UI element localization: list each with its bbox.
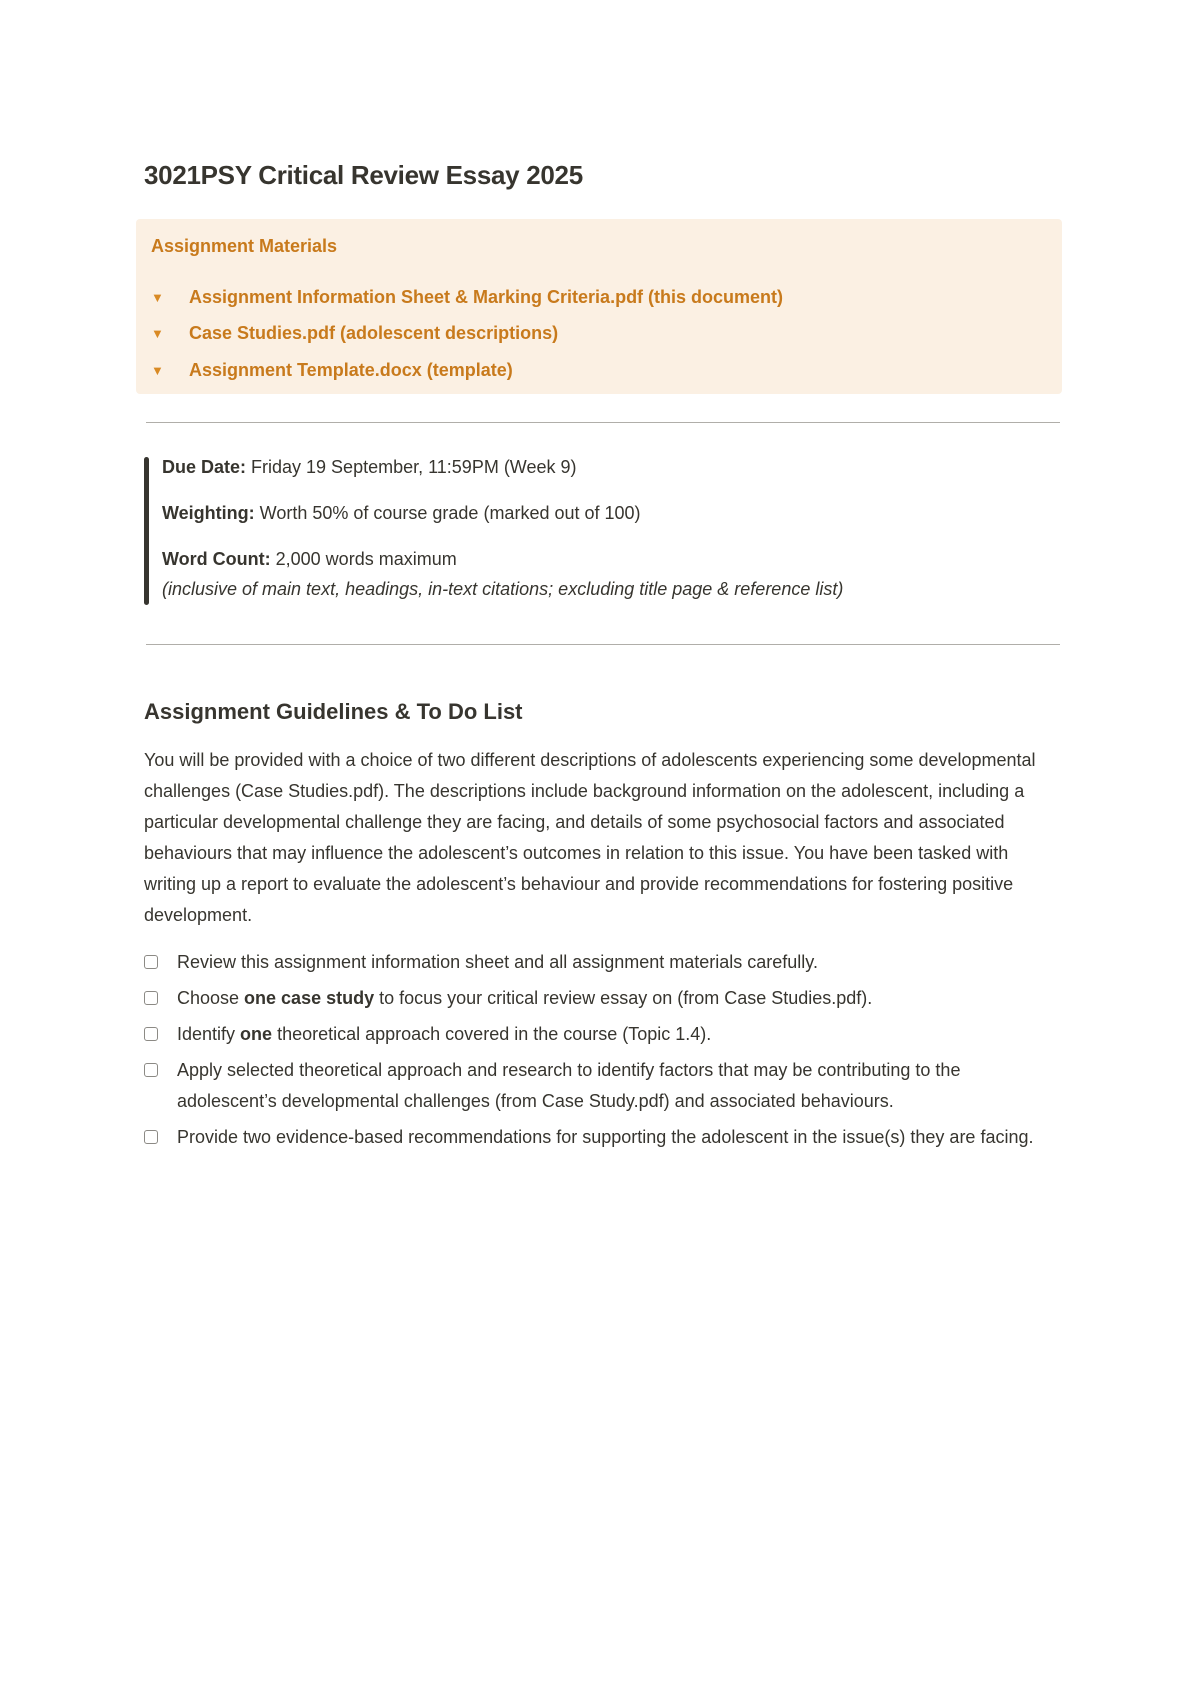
checkbox[interactable]: [144, 1063, 158, 1077]
todo-text: Identify: [177, 1024, 241, 1044]
weighting-label: Weighting:: [162, 503, 255, 523]
assignment-details-quote: [144, 457, 1058, 605]
checkbox[interactable]: [144, 1130, 158, 1144]
todo-text: Provide two evidence-based recommendations for supporting the adolescent in the issue(s) they are facing.: [177, 1127, 1034, 1147]
todo-item: [144, 947, 1064, 978]
todo-item: [144, 1055, 1064, 1117]
todo-text-after: theoretical approach covered in the course (Topic 1.4).: [272, 1024, 712, 1044]
material-item[interactable]: [151, 279, 783, 316]
material-item[interactable]: [151, 352, 783, 389]
weighting-line: [162, 503, 641, 524]
toggle-triangle-icon[interactable]: ▼: [151, 289, 164, 305]
todo-text: Choose: [177, 988, 245, 1008]
checkbox[interactable]: [144, 1027, 158, 1041]
checkbox[interactable]: [144, 955, 158, 969]
due-date-line: [162, 457, 577, 478]
todo-text-bold: one: [240, 1024, 273, 1044]
quote-bar: [144, 457, 149, 605]
due-date-value: Friday 19 September, 11:59PM (Week 9): [246, 457, 577, 477]
todo-item: [144, 1122, 1064, 1153]
material-item[interactable]: [151, 316, 783, 353]
materials-heading: Assignment Materials: [151, 236, 338, 256]
todo-text-bold: one case study: [244, 988, 375, 1008]
word-count-label: Word Count:: [162, 549, 271, 569]
checkbox[interactable]: [144, 991, 158, 1005]
todo-item: [144, 983, 1064, 1014]
todo-list: [144, 947, 1064, 1158]
weighting-value: Worth 50% of course grade (marked out of 100): [254, 503, 641, 523]
word-count-value: 2,000 words maximum: [270, 549, 457, 569]
todo-text: Apply selected theoretical approach and research to identify factors that may be contributing to the adolescent’s developmental challenges (from Case Study.pdf) and associated behaviours.: [177, 1060, 961, 1111]
todo-text-after: to focus your critical review essay on (from Case Studies.pdf).: [374, 988, 873, 1008]
toggle-triangle-icon[interactable]: ▼: [151, 362, 164, 378]
material-link[interactable]: Assignment Information Sheet & Marking Criteria.pdf (this document): [189, 286, 784, 307]
materials-list: [151, 279, 783, 389]
todo-text: Review this assignment information sheet and all assignment materials carefully.: [177, 952, 818, 972]
todo-item: [144, 1019, 1064, 1050]
divider: [146, 644, 1060, 645]
divider: [146, 422, 1060, 423]
material-link[interactable]: Case Studies.pdf (adolescent descriptions): [189, 323, 559, 344]
guidelines-intro: You will be provided with a choice of two different descriptions of adolescents experiencing some developmental challenges (Case Studies.pdf). The descriptions include background information on the adolescent, including a particular developmental challenge they are facing, and details of some psychosocial factors and associated behaviours that may influence the adolescent’s outcomes in relation to this issue. You have been tasked with writing up a report to evaluate the adolescent’s behaviour and provide recommendations for fostering positive development.: [144, 750, 1036, 925]
due-date-label: Due Date:: [162, 457, 247, 477]
assignment-materials-callout: [136, 219, 1062, 394]
guidelines-heading: Assignment Guidelines & To Do List: [144, 699, 523, 724]
page-title: 3021PSY Critical Review Essay 2025: [144, 160, 583, 190]
word-count-note: (inclusive of main text, headings, in-text citations; excluding title page & reference list): [162, 579, 844, 599]
material-link[interactable]: Assignment Template.docx (template): [189, 359, 513, 380]
word-count-line: [162, 549, 457, 570]
toggle-triangle-icon[interactable]: ▼: [151, 326, 164, 342]
